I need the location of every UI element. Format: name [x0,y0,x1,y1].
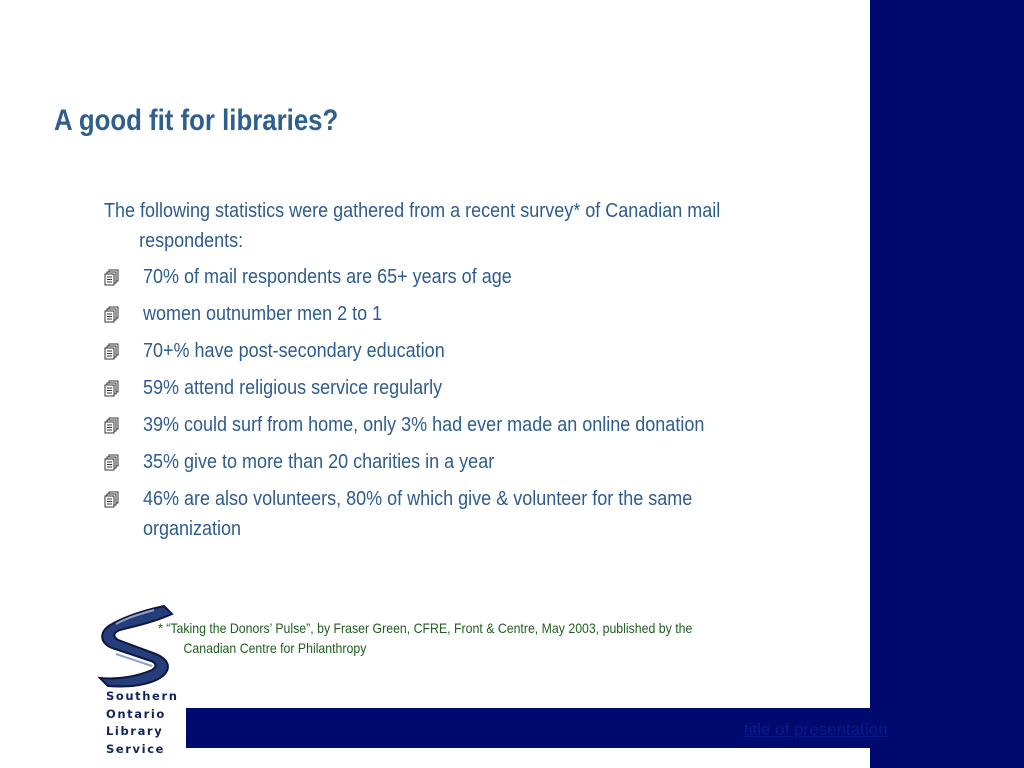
list-item [104,373,784,403]
right-decorative-band [870,0,1024,768]
sols-logo-wordmark [106,688,179,758]
statistics-list [104,262,784,544]
bullet-text: 70% of mail respondents are 65+ years of age [143,266,512,288]
bullet-text: women outnumber men 2 to 1 [143,303,383,325]
survey-footnote: * “Taking the Donors’ Pulse”, by Fraser Green, CFRE, Front & Centre, May 2003, published by the Canadian Centre for Philanthropy [158,620,693,656]
stacked-pages-icon [104,306,120,324]
footer-presentation-link[interactable]: title of presentation [744,720,888,739]
logo-line: Southern [106,689,179,703]
stacked-pages-icon [104,454,120,472]
bullet-text: 59% attend religious service regularly [143,377,443,399]
logo-line: Ontario [106,706,166,721]
list-item [104,410,784,440]
stacked-pages-icon [104,491,120,509]
stacked-pages-icon [104,343,120,361]
logo-line: Service [106,741,166,756]
slide-body [104,196,784,551]
sols-logo-icon [94,600,184,690]
list-item [104,262,784,292]
bullet-text: 35% give to more than 20 charities in a year [143,451,495,473]
bullet-text: 46% are also volunteers, 80% of which give & volunteer for the same organization [143,488,693,540]
bullet-text: 70+% have post-secondary education [143,340,445,362]
intro-text: The following statistics were gathered from a recent survey* of Canadian mail respondents: [104,200,721,252]
list-item [104,484,784,544]
list-item [104,299,784,329]
stacked-pages-icon [104,417,120,435]
slide-title: A good fit for libraries? [54,104,339,137]
logo-line: Library [106,724,164,738]
stacked-pages-icon [104,269,120,287]
list-item [104,447,784,477]
list-item [104,336,784,366]
stacked-pages-icon [104,380,120,398]
bullet-text: 39% could surf from home, only 3% had ever made an online donation [143,414,705,436]
